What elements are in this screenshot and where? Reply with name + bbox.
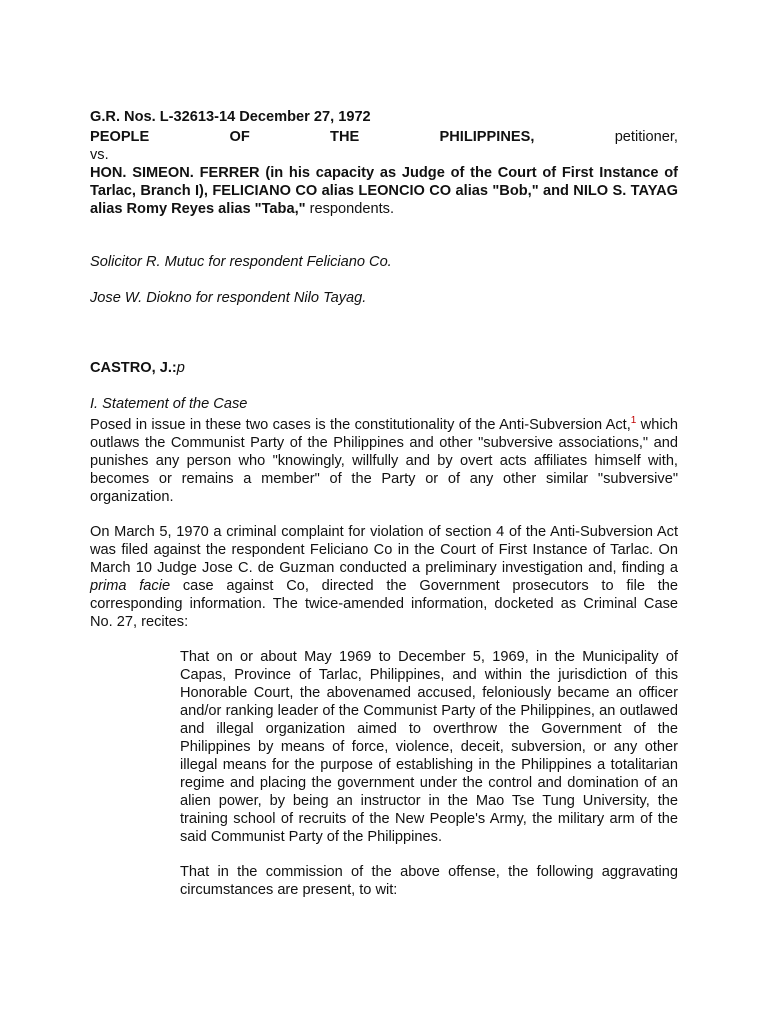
- respondents-block: [90, 164, 678, 218]
- body-paragraph: [90, 523, 678, 631]
- caption-first-line: [90, 128, 678, 146]
- italic-term: prima facie: [90, 578, 171, 594]
- paragraph-text: which outlaws the Communist Party of the Philippines and other "subversive associations," and punishes any person who "knowingly, willfully and by overt acts affiliates himself with, becomes or remains a member" of the Party or of any other similar "subversive" organization.: [90, 417, 678, 505]
- block-quote-paragraph: That on or about May 1969 to December 5, 1969, in the Municipality of Capas, Province of Tarlac, Philippines, and within the jurisdiction of this Honorable Court, the abovenamed accused, feloniously became an officer and/or ranking leader of the Communist Party of the Philippines, an outlawed and illegal organization aimed to overthrow the Government of the Philippines by means of force, violence, deceit, subversion, or any other illegal means for the purpose of establishing in the Philippines a totalitarian regime and placing the government under the control and domination of an alien power, by being an instructor in the Mao Tse Tung University, the training school of recruits of the New People's Army, the military arm of the said Communist Party of the Philippines.: [180, 649, 678, 845]
- respondents-label: respondents.: [305, 201, 394, 217]
- paragraph-text: On March 5, 1970 a criminal complaint for violation of section 4 of the Anti-Subversion Act was filed against the respondent Feliciano Co in the Court of First Instance of Tarlac. On March 10 Judge Jose C. de Guzman conducted a preliminary investigation and, finding a: [90, 524, 678, 576]
- petitioner-label: petitioner,: [614, 129, 678, 145]
- paragraph-text: Posed in issue in these two cases is the constitutionality of the Anti-Subversion Act,: [90, 417, 631, 433]
- counsel-line: Solicitor R. Mutuc for respondent Feliciano Co.: [90, 253, 392, 270]
- footnote-link[interactable]: 1: [630, 415, 637, 427]
- caption-word: PEOPLE: [90, 129, 150, 145]
- respondents-names: HON. SIMEON. FERRER (in his capacity as Judge of the Court of First Instance of Tarlac, Branch I), FELICIANO CO alias LEONCIO CO alias "Bob," and NILO S. TAYAG alias Romy Reyes alias "Taba,": [90, 165, 678, 217]
- versus-label: vs.: [90, 147, 109, 163]
- case-number-heading: G.R. Nos. L-32613-14 December 27, 1972: [90, 108, 371, 125]
- ponente-line: [90, 359, 678, 377]
- caption-word: OF: [229, 129, 250, 145]
- ponente-suffix: p: [176, 359, 185, 376]
- paragraph-text: case against Co, directed the Government prosecutors to file the corresponding information. The twice-amended information, docketed as Criminal Case No. 27, recites:: [90, 578, 679, 630]
- block-quote-paragraph: That in the commission of the above offense, the following aggravating circumstances are present, to wit:: [180, 864, 678, 898]
- ponente-name: CASTRO, J.:: [90, 359, 177, 376]
- section-heading: I. Statement of the Case: [90, 395, 248, 412]
- caption-word: THE: [330, 129, 360, 145]
- body-paragraph: [90, 416, 678, 506]
- caption-word: PHILIPPINES,: [439, 129, 535, 145]
- counsel-line: Jose W. Diokno for respondent Nilo Tayag.: [90, 289, 367, 306]
- case-caption: [90, 128, 678, 218]
